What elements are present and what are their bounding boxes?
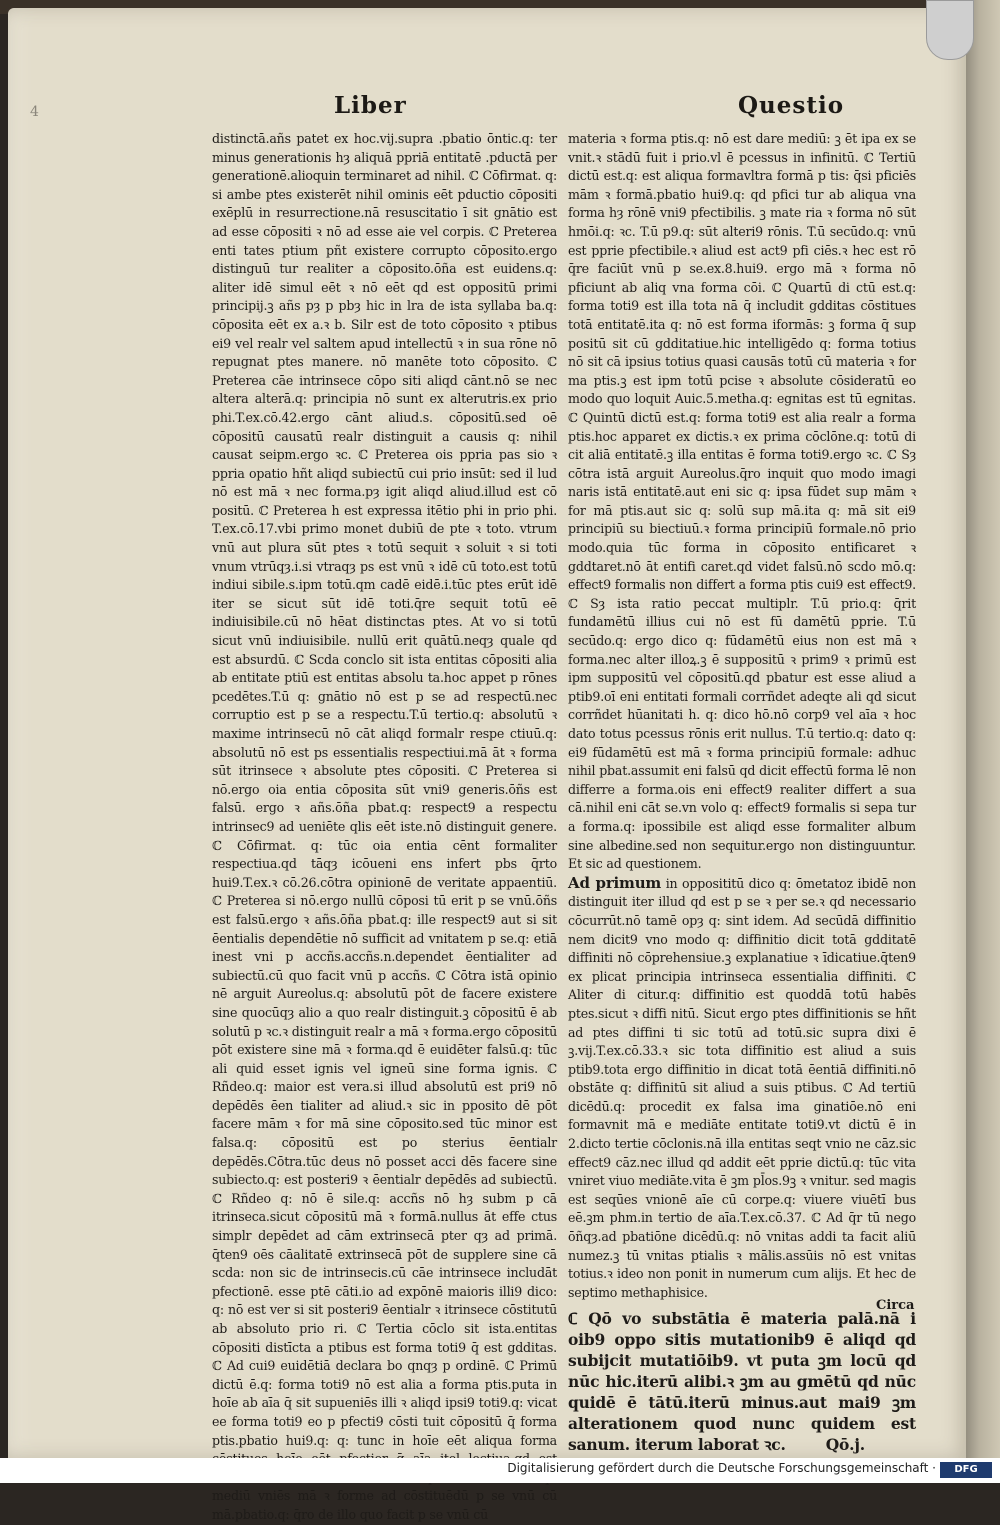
folio-mark: 4 bbox=[30, 104, 39, 120]
footer-credit: Digitalisierung gefördert durch die Deutsche Forschungsgemeinschaft · bbox=[507, 1461, 936, 1475]
right-text-column bbox=[568, 130, 916, 1455]
right-column-paragraph bbox=[568, 874, 916, 1303]
bookmark-tab bbox=[926, 0, 974, 60]
catchword: Circa bbox=[876, 1298, 915, 1313]
dfg-logo: DFG bbox=[940, 1462, 992, 1478]
quire-signature: Qō.j. bbox=[825, 1435, 865, 1455]
new-section-heading bbox=[568, 1308, 916, 1455]
incipit: Ad primum bbox=[568, 873, 662, 892]
left-column-text: distinctā.añs patet ex hoc.vij.supra .pbatio ōntic.q: ter minus generationis hȝ aliquā ppriā entitatē .pductā per generationē.alioquin terminaret ad nihil. ℂ Cōfirmat. q: si ambe ptes existerēt nihil ominis eēt pductio cōpositi exēplū in resurrectione.nā resuscitatio ī sit gnātio est ad esse cōpositi ꝛ nō ad esse aie vel corpis. ℂ Preterea enti tates ptium pñt existere corrupto cōposito.ergo distinguū tur realiter a cōposito.ōña est euidens.q: aliter idē simul eēt ꝛ nō eēt qd est oppositū primi principij.ꝫ añs pȝ p pbȝ hic in lra de ista syllaba ba.q: cōposita eēt ex a.ꝛ b. Silr est de toto cōposito ꝛ ptibus ei9 vel realr vel saltem apud intellectū ꝛ in sua rōne nō repugnat ptes manere. nō manēte toto cōposito. ℂ Preterea cāe intrinsece cōpo siti aliqd cānt.nō se nec altera alterā.q: principia nō sunt ex alterutris.ex prio phi.T.ex.cō.42.ergo cānt aliud.s. cōpositū.sed oē cōpositū causatū realr distinguit a causis q: nihil causat seipm.ergo ꝛc. ℂ Preterea ois ppria pas sio ꝛ ppria opatio hñt aliqd subiectū cui prio insūt: sed il lud nō est mā ꝛ nec forma.pȝ igit aliqd aliud.illud est cō positū. ℂ Preterea h est expressa itētio phi in prio phi. T.ex.cō.17.vbi primo monet dubiū de pte ꝛ toto. vtrum vnū aut plura sūt ptes ꝛ totū sequit ꝛ soluit ꝛ si toti vnum vtrūqȝ.i.si vtraqȝ ps est vnū ꝛ idē cū toto.est totū indiui sibile.s.ipm totū.qm cadē eidē.i.tūc ptes erūt idē iter se sicut sūt idē toti.q̄re sequit totū eē indiuisibile.cū nō hēat distinctas ptes. At vo si totū sicut vnū indiuisibile. nullū erit quātū.neqȝ quale qd est absurdū. ℂ Scda conclo sit ista entitas cōpositi alia ab entitate ptiū est entitas absolu ta.hoc appet p rōnes pcedētes.T.ū q: gnātio nō est p se ad respectū.nec corruptio est p se a respectu.T.ū tertio.q: absolutū ꝛ maxime intrinsecū nō cāt aliqd formalr respe ctiuū.q: absolutū nō est ps essentialis respectiui.mā āt ꝛ forma sūt itrinsece ꝛ absolute ptes cōpositi. ℂ Preterea si nō.ergo oia entia cōposita sūt vni9 generis.ōñs est falsū. ergo ꝛ añs.ōña pbat.q: respect9 a respectu intrinsec9 ad ueniēte qlis eēt iste.nō distinguit genere. ℂ Cōfirmat. q: tūc oia entia cēnt formaliter respectiua.qd tāqȝ icōueni ens infert pbs q̄rto hui9.T.ex.ꝛ cō.26.cōtra opinionē de veritate appaentiū. ℂ Preterea si nō.ergo nullū cōposi tū erit p se vnū.ōñs est falsū.ergo ꝛ añs.ōña pbat.q: ille respect9 aut si sit ēentialis dependētie nō sufficit ad vnitatem p se.q: etiā inest vni p accñs.accñs.n.dependet ēentialiter ad subiectū.cū quo facit vnū p accñs. ℂ Cōtra istā opinio nē arguit Aureolus.q: absolutū pōt de facere existere sine quocūqȝ alio a quo realr distinguit.ꝫ cōpositū ē ab solutū p ꝛc.ꝛ distinguit realr a mā ꝛ forma.ergo cōpositū pōt existere sine mā ꝛ forma.qd ē euidēter falsū.q: tūc ali quid esset ignis vel igneū sine forma ignis. ℂ Rñdeo.q: maior est vera.si illud absolutū est pri9 nō depēdēs ēen tialiter ad aliud.ꝛ sic in pposito dē pōt facere mām ꝛ for mā sine cōposito.sed tūc minor est falsa.q: cōpositū est po sterius ēentialr depēdēs.Cōtra.tūc deus nō posset acci dēs facere sine subiecto.q: est posteri9 ꝛ ēentialr depēdēs ad subiectū. ℂ Rñdeo q: nō ē sile.q: accñs nō hȝ subm p cā itrinseca.sicut cōpositū mā ꝛ formā.nullus āt effe ctus simplr depēdet ad cām extrinsecā pter qȝ ad primā. q̄ten9 oēs cāalitatē extrinsecā pōt de supplere sine cā scda: non sic de intrinsecis.cū cāe intrinsece includāt pfectionē. esse ptē cāti.io ad expōnē maioris illi9 dico: q: nō est ver si sit posteri9 ēentialr ꝛ itrinsece cōstitutū ab absoluto prio ri. ℂ Tertia cōclo sit ista.entitas cōpositi distīcta a ptibus est forma toti9 q̄ est gdditas. ℂ Ad cui9 euidētiā declara bo qnqȝ p ordinē. ℂ Primū dictū ē.q: forma toti9 nō est alia a forma ptis.puta in hoīe ab aīa q̄ sit supueniēs illi ꝛ aliqd ipsi9 toti9.q: vicat ee forma toti9 eo p pfecti9 cōsti tuit cōpositū q̄ forma ptis.pbatio hui9.q: q: tunc in hoīe eēt aliqua forma mediū vniēs mā ꝛ forme ad cōstituēdū p se vnū cū mā.pbatio.q: q̄ro de illo quo facit p se vnū cū bbox=[212, 131, 557, 1522]
right-column-paragraph: materia ꝛ forma ptis.q: nō est dare mediū: ꝫ ēt ipa ex se vnit.ꝛ stādū fuit i prio.vl ē pcessus in infinitū. ℂ Tertiū dictū est.q: est aliqua formavltra formā p tis: q̄si pficiēs mām ꝛ formā.pbatio hui9.q: qd pfici tur ab aliqua vna forma hȝ rōnē vni9 pfectibilis. ꝫ mate ria ꝛ forma nō sūt hmōi.q: ꝛc. T.ū p9.q: sūt alteri9 rōnis. T.ū secūdo.q: vnū est pprie pfectibile.ꝛ aliud est act9 pfi ciēs.ꝛ hec est rō q̄re faciūt vnū p se.ex.8.hui9. ergo mā ꝛ forma nō pficiunt ab aliq vna forma cōi. ℂ Quartū di ctū est.q: forma toti9 est illa tota nā q̄ includit gdditas cōstitues totā entitatē.ita q: nō est forma iformās: ꝫ forma q̄ sup positū sit cū gdditatiue.hic intelligēdo q: forma totius nō sit cā ipsius totius quasi causās totū cū materia ꝛ for ma ptis.ꝫ est ipm totū pcise ꝛ absolute cōsideratū eo modo quo loquit Auic.5.metha.q: egnitas est tū egnitas. ℂ Quintū dictū est.q: forma toti9 est alia realr a forma ptis.hoc apparet ex dictis.ꝛ ex prima cōclōne.q: totū di cit aliā entitatē.ꝫ illa entitas ē forma toti9.ergo ꝛc. ℂ Sȝ cōtra istā arguit Aureolus.q̄ro inquit quo modo imagi naris istā entitatē.aut eni sic q: ipsa fūdet sup mām ꝛ for mā ptis.aut sic q: solū sup mā.ita q: mā sit ei9 principiū su biectiuū.ꝛ forma principiū formale.nō prio modo.quia tūc forma in cōposito entificaret ꝛ gddtaret.nō āt entifi caret.qd videt falsū.nō scdo mō.q: effect9 formalis non differt a forma ptis cui9 est effect9. ℂ Sȝ ista ratio peccat multiplr. T.ū prio.q: q̄rit fundamētū illius cui nō est fū damētū pprie. T.ū secūdo.q: ergo dico q: fūdamētū eius non est mā ꝛ forma.nec alter illoꝝ.ꝫ ē suppositū ꝛ prim9 ꝛ primū est ipm suppositū vel cōpositū.qd pbatur est esse aliud a ptib9.oī eni entitati formali corrñdet adeqte ali qd sicut corrñdet hūanitati h. q: dico hō.nō corp9 vel aīa ꝛ hoc dato totus pcessus rōnis erit nullus. T.ū tertio.q: dato q: ei9 fūdamētū est mā ꝛ forma principiū formale: adhuc nihil pbat.assumit eni falsū qd dicit effectū forma lē non differre a forma.ois eni effect9 realiter differt a sua cā.nihil eni cāt se.vn volo q: effect9 formalis si sepa tur a forma.q: ipossibile est aliqd esse formaliter album sine albedine.sed non sequitur.ergo non distinguuntur. Et sic ad questionem. bbox=[568, 131, 916, 872]
left-text-column bbox=[212, 130, 557, 1525]
section-text: ℂ Qō vo substātia ē materia palā.nā i oib9 oppo sitis mutationib9 ē aliqd qd subijcit mutatiōib9. vt puta ꝫm locū qd nūc hic.iterū alibi.ꝛ ꝫm au gmētū qd nūc quidē ē tātū.iterū minus.aut mai9 ꝫm alterationem quod nunc quidem est sanum. iterum laborat ꝛc. bbox=[568, 1309, 916, 1455]
running-head-left: Liber bbox=[334, 92, 407, 119]
running-head-right: Questio bbox=[738, 92, 845, 119]
reply-text: in opposititū dico q: ōmetatoz ibidē non distinguit iter illud qd est p se ꝛ per se.ꝛ qd necessario cōcurrūt.nō tamē opȝ q: sint idem. Ad secūdā diffinitio nem dicit9 vno modo q: diffinitio dicit totā gdditatē diffiniti nō cōprehensiue.ꝫ explanatiue ꝛ īdicatiue.q̄ten9 ex plicat principia intrinseca essentialia diffiniti. ℂ Aliter di citur.q: diffinitio est quoddā totū habēs ptes.sicut ꝛ diffi nitū. Sicut ergo ptes diffinitionis se hñt ad ptes diffini ti sic totū ad totū.sic supra dixi ē ꝫ.vij.T.ex.cō.33.ꝛ sic tota diffinitio est aliud a suis ptib9.tota ergo diffinitio in dicat totā ēentiā diffiniti.nō obstāte q: diffinitū sit aliud a suis ptibus. ℂ Ad tertiū dicēdū.q: procedit ex falsa ima ginatiōe.nō eni formavnit mā e mediāte entitate toti9.vt dictū ē in 2.dicto tertie cōclonis.nā illa entitas seqt vnio ne cāz.sic effect9 cāz.nec illud qd addit eēt pprie dictū.q: tūc vita vniret viuo mediāte.vita ē ꝫm pl̄os.9ꝫ ꝛ vnitur. sed magis est seqūes vnionē aīe cū corpe.q: viuere viuētī bus eē.ꝫm phm.in tertio de aīa.T.ex.cō.37. ℂ Ad q̄r tū nego ōñqȝ.ad pbatiōne dicēdū.q: nō vnitas addi ta facit aliū numez.ꝫ tū vnitas ptialis ꝛ mālis.assūis nō est vnitas totius.ꝛ ideo non ponit in numerum cum alijs. Et hec de septimo methaphisice. bbox=[568, 875, 916, 1300]
